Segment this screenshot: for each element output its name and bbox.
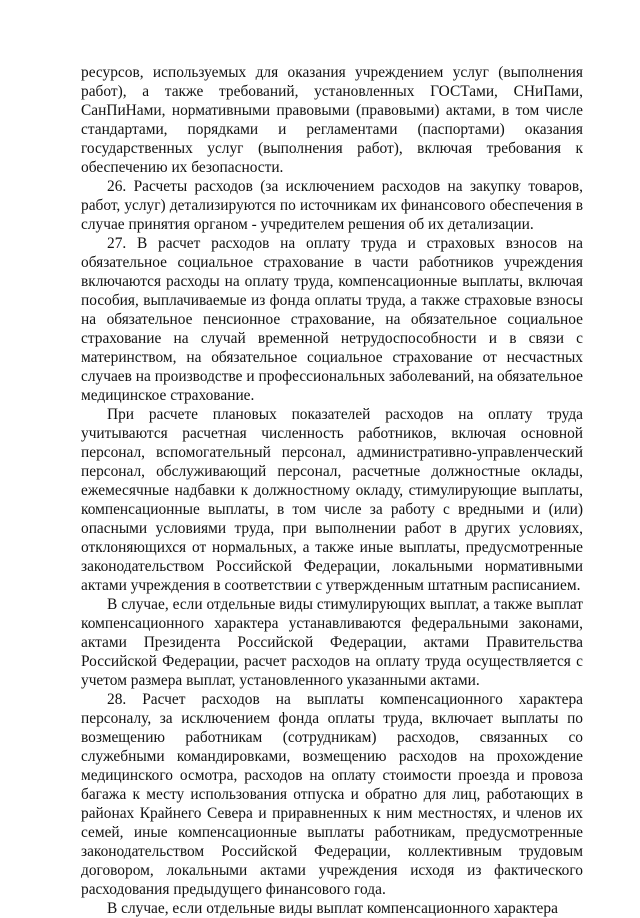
- paragraph-27-planning: При расчете плановых показателей расходов на оплату труда учитываются расчетная численность работников, включая основной персонал, вспомогательный персонал, административно-управленческий персонал, обслуживающий персонал, расчетные должностные оклады, ежемесячные надбавки к должностному окладу, стимулирующие выплаты, компенсационные выплаты, в том числе за работу с вредными и (или) опасными условиями труда, при выполнении работ в других условиях, отклоняющихся от нормальных, а также иные выплаты, предусмотренные законодательством Российской Федерации, локальными нормативными актами учреждения в соответствии с утвержденным штатным расписанием.: [81, 406, 583, 594]
- paragraph-27-federal-acts: В случае, если отдельные виды стимулирующих выплат, а также выплат компенсационного характера устанавливаются федеральными законами, актами Президента Российской Федерации, актами Правительства Российской Федерации, расчет расходов на оплату труда осуществляется с учетом размера выплат, установленного указанными актами.: [81, 596, 583, 689]
- document-body: [81, 63, 583, 918]
- paragraph-continuation: ресурсов, используемых для оказания учреждением услуг (выполнения работ), а также требований, установленных ГОСТами, СНиПами, СанПиНами, нормативными правовыми (правовыми) актами, в том числе стандартами, порядками и регламентами (паспортами) оказания государственных услуг (выполнения работ), включая требования к обеспечению их безопасности.: [81, 64, 583, 176]
- paragraph-28-continued: В случае, если отдельные виды выплат компенсационного характера: [107, 900, 558, 917]
- paragraph-27: 27. В расчет расходов на оплату труда и страховых взносов на обязательное социальное страхование в части работников учреждения включаются расходы на оплату труда, компенсационные выплаты, включая пособия, выплачиваемые из фонда оплаты труда, а также страховые взносы на обязательное пенсионное страхование, на обязательное социальное страхование на случай временной нетрудоспособности и в связи с материнством, на обязательное социальное страхование от несчастных случаев на производстве и профессиональных заболеваний, на обязательное медицинское страхование.: [81, 235, 583, 404]
- paragraph-28: 28. Расчет расходов на выплаты компенсационного характера персоналу, за исключением фонда оплаты труда, включает выплаты по возмещению работникам (сотрудникам) расходов, связанных со служебными командировками, возмещению расходов на прохождение медицинского осмотра, расходов на оплату стоимости проезда и провоза багажа к месту использования отпуска и обратно для лиц, работающих в районах Крайнего Севера и приравненных к ним местностях, и членов их семей, иные компенсационные выплаты работникам, предусмотренные законодательством Российской Федерации, коллективным трудовым договором, локальными актами учреждения исходя из фактического расходования предыдущего финансового года.: [81, 691, 583, 898]
- paragraph-26: 26. Расчеты расходов (за исключением расходов на закупку товаров, работ, услуг) детализируются по источникам их финансового обеспечения в случае принятия органом - учредителем решения об их детализации.: [81, 178, 583, 233]
